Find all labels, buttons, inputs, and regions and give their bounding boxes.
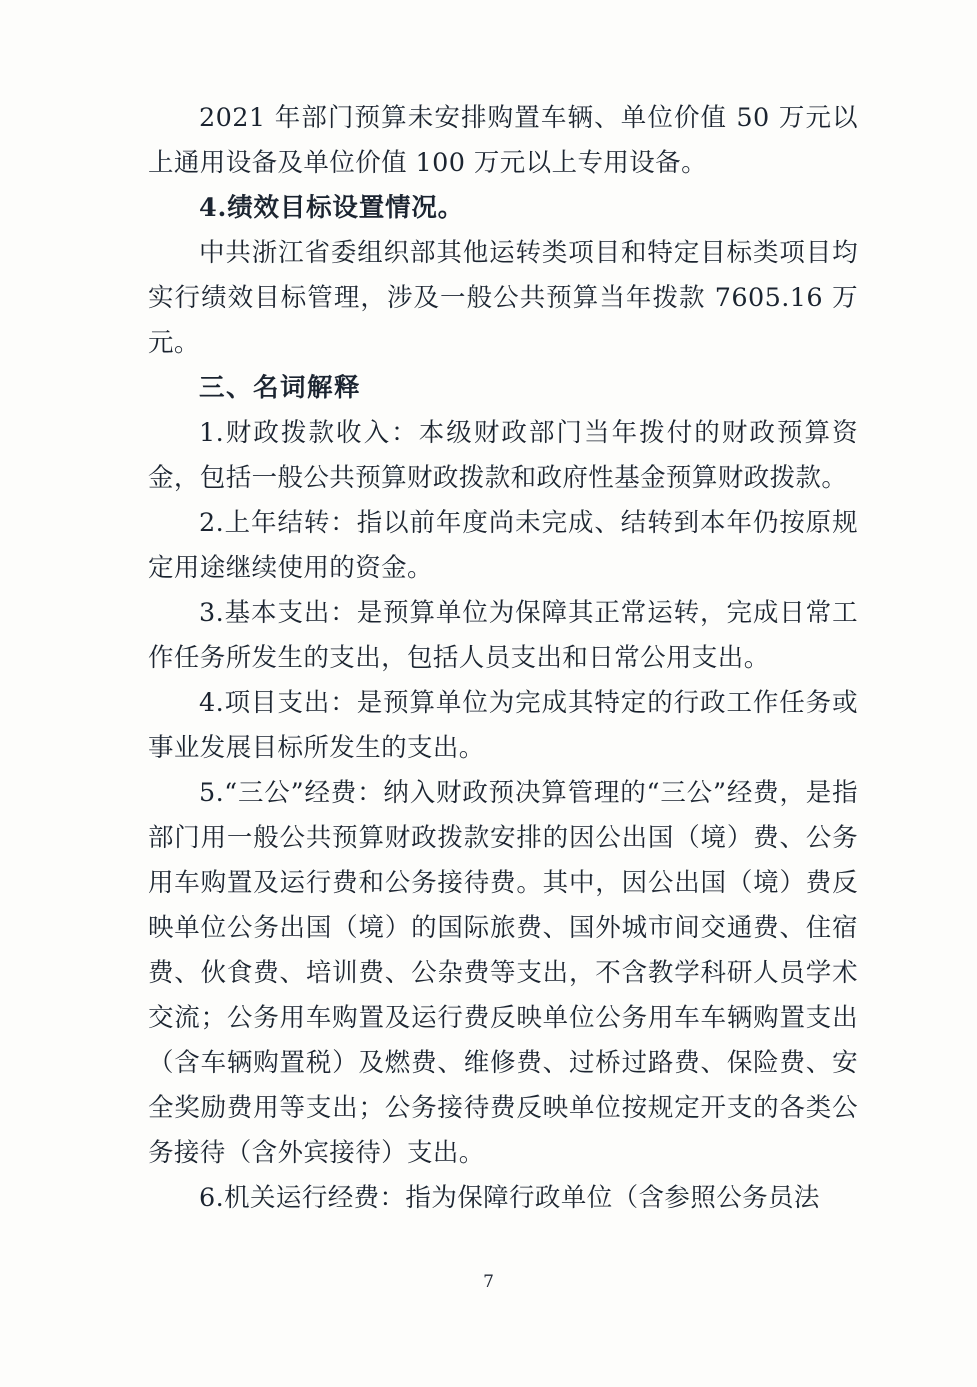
paragraph-term-basic-expenditure: 3.基本支出：是预算单位为保障其正常运转，完成日常工作任务所发生的支出，包括人员支出和日常公用支出。 xyxy=(148,598,858,673)
paragraph-vehicle-equipment: 2021 年部门预算未安排购置车辆、单位价值 50 万元以上通用设备及单位价值 100 万元以上专用设备。 xyxy=(148,103,858,178)
paragraph-term-carryover: 2.上年结转：指以前年度尚未完成、结转到本年仍按原规定用途继续使用的资金。 xyxy=(148,508,858,583)
paragraph-performance-target: 中共浙江省委组织部其他运转类项目和特定目标类项目均实行绩效目标管理，涉及一般公共预算当年拨款 7605.16 万元。 xyxy=(148,238,858,358)
document-body xyxy=(148,96,858,1221)
paragraph-term-three-public-funds: 5.“三公”经费：纳入财政预决算管理的“三公”经费，是指部门用一般公共预算财政拨款安排的因公出国（境）费、公务用车购置及运行费和公务接待费。其中，因公出国（境）费反映单位公务出国（境）的国际旅费、国外城市间交通费、住宿费、伙食费、培训费、公杂费等支出，不含教学科研人员学术交流；公务用车购置及运行费反映单位公务用车车辆购置支出（含车辆购置税）及燃费、维修费、过桥过路费、保险费、安全奖励费用等支出；公务接待费反映单位按规定开支的各类公务接待（含外宾接待）支出。 xyxy=(148,778,858,1168)
heading-terminology: 三、名词解释 xyxy=(199,373,362,403)
heading-performance-target: 4.绩效目标设置情况。 xyxy=(199,193,464,223)
page-number: 7 xyxy=(483,1272,494,1292)
paragraph-term-operating-expenses: 6.机关运行经费：指为保障行政单位（含参照公务员法 xyxy=(199,1183,820,1213)
paragraph-term-project-expenditure: 4.项目支出：是预算单位为完成其特定的行政工作任务或事业发展目标所发生的支出。 xyxy=(148,688,858,763)
paragraph-term-fiscal-appropriation-income: 1.财政拨款收入：本级财政部门当年拨付的财政预算资金，包括一般公共预算财政拨款和政府性基金预算财政拨款。 xyxy=(148,418,858,493)
